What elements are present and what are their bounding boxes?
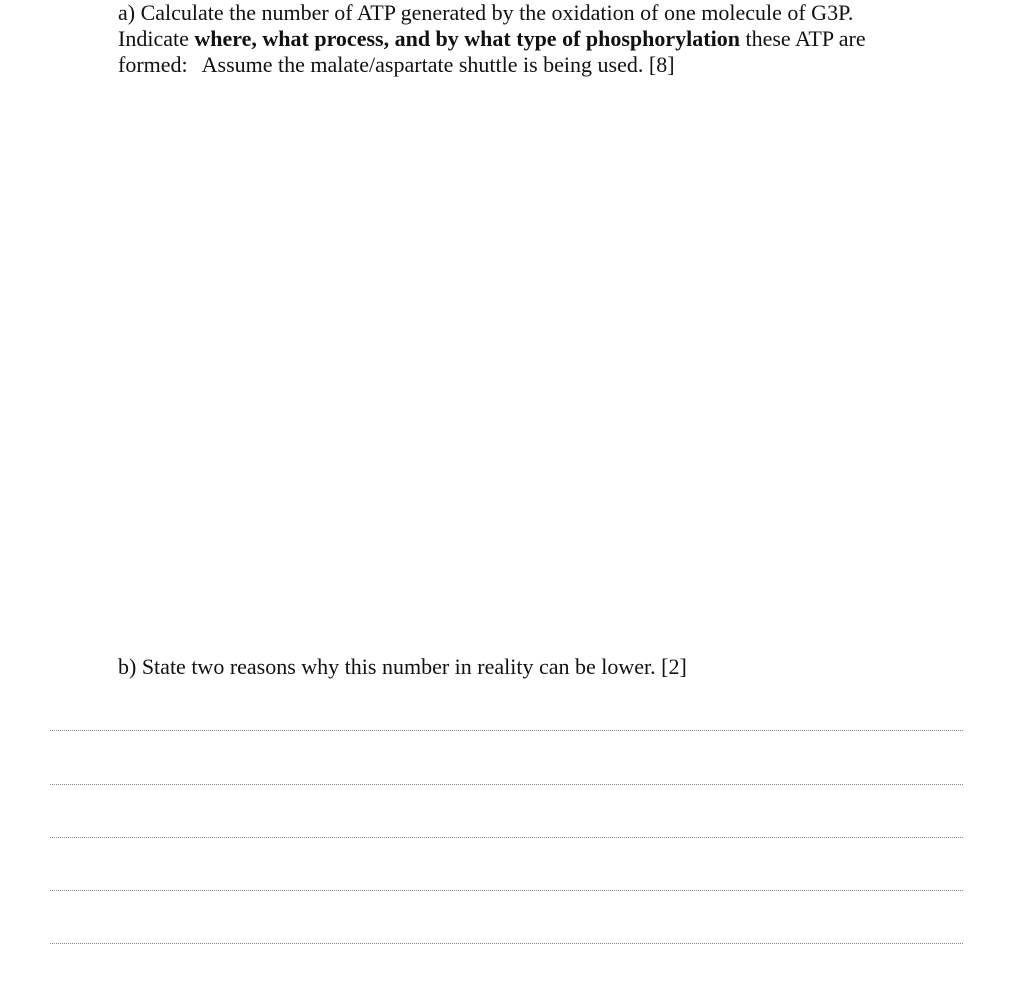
question-a bbox=[118, 0, 938, 78]
answer-line[interactable] bbox=[50, 837, 963, 838]
question-b: b) State two reasons why this number in reality can be lower. [2] bbox=[118, 654, 687, 679]
answer-line[interactable] bbox=[50, 890, 963, 891]
answer-line[interactable] bbox=[50, 784, 963, 785]
question-a-line-2-prefix: Indicate bbox=[118, 26, 195, 51]
question-a-line-3-prefix: formed: bbox=[118, 52, 188, 77]
answer-line[interactable] bbox=[50, 943, 963, 944]
answer-line[interactable] bbox=[50, 730, 963, 731]
question-a-line-2-suffix: these ATP are bbox=[739, 26, 866, 51]
question-a-line-3 bbox=[118, 52, 938, 78]
question-a-line-3-suffix: Assume the malate/aspartate shuttle is being used. [8] bbox=[201, 52, 675, 77]
question-a-line-1: a) Calculate the number of ATP generated by the oxidation of one molecule of G3P. bbox=[118, 0, 854, 25]
question-a-emphasis: where, what process, and by what type of phosphorylation bbox=[194, 26, 740, 51]
question-a-line-2 bbox=[118, 26, 938, 52]
